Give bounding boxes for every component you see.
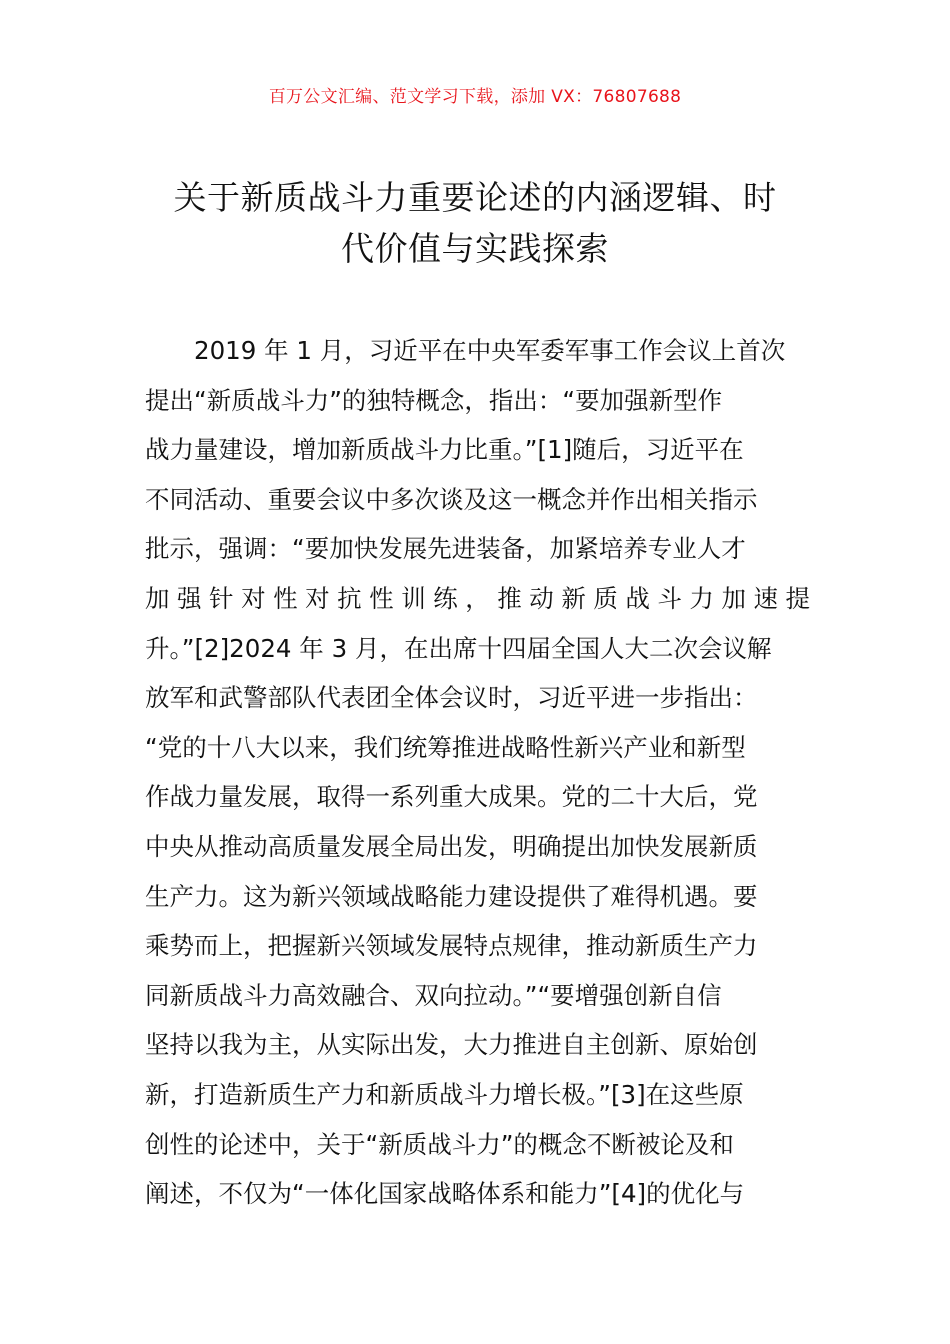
body-line-9: “党的十八大以来，我们统筹推进战略性新兴产业和新型 xyxy=(145,732,746,762)
body-line-15: 坚持以我为主，从实际出发，大力推进自主创新、原始创 xyxy=(145,1030,758,1060)
body-paragraph xyxy=(145,326,810,1219)
document-title xyxy=(130,172,820,274)
body-line-4: 不同活动、重要会议中多次谈及这一概念并作出相关指示 xyxy=(145,484,758,514)
body-line-5: 批示，强调：“要加快发展先进装备，加紧培养专业人才 xyxy=(145,534,746,564)
body-line-1: 2019 年 1 月，习近平在中央军委军事工作会议上首次 xyxy=(194,336,786,365)
body-line-16: 新，打造新质生产力和新质战斗力增长极。”[3]在这些原 xyxy=(145,1079,744,1109)
body-line-3: 战力量建设，增加新质战斗力比重。”[1]随后，习近平在 xyxy=(145,435,744,465)
body-line-13: 乘势而上，把握新兴领域发展特点规律，推动新质生产力 xyxy=(145,931,758,961)
body-line-8: 放军和武警部队代表团全体会议时，习近平进一步指出： xyxy=(145,683,758,713)
body-line-7: 升。”[2]2024 年 3 月，在出席十四届全国人大二次会议解 xyxy=(145,633,772,663)
body-line-12: 生产力。这为新兴领域战略能力建设提供了难得机遇。要 xyxy=(145,881,758,911)
body-line-6: 加强针对性对抗性训练，推动新质战斗力加速提 xyxy=(145,583,810,613)
title-line-2: 代价值与实践探索 xyxy=(341,229,609,268)
body-line-2: 提出“新质战斗力”的独特概念，指出：“要加强新型作 xyxy=(145,385,723,415)
body-line-14: 同新质战斗力高效融合、双向拉动。”“要增强创新自信 xyxy=(145,980,722,1010)
body-line-17: 创性的论述中，关于“新质战斗力”的概念不断被论及和 xyxy=(145,1129,734,1159)
body-line-10: 作战力量发展，取得一系列重大成果。党的二十大后，党 xyxy=(145,782,758,812)
body-line-11: 中央从推动高质量发展全局出发，明确提出加快发展新质 xyxy=(145,831,758,861)
body-line-18: 阐述，不仅为“一体化国家战略体系和能力”[4]的优化与 xyxy=(145,1179,745,1209)
title-line-1: 关于新质战斗力重要论述的内涵逻辑、时 xyxy=(173,178,777,217)
header-notice: 百万公文汇编、范文学习下载，添加 VX：76807688 xyxy=(268,87,682,107)
